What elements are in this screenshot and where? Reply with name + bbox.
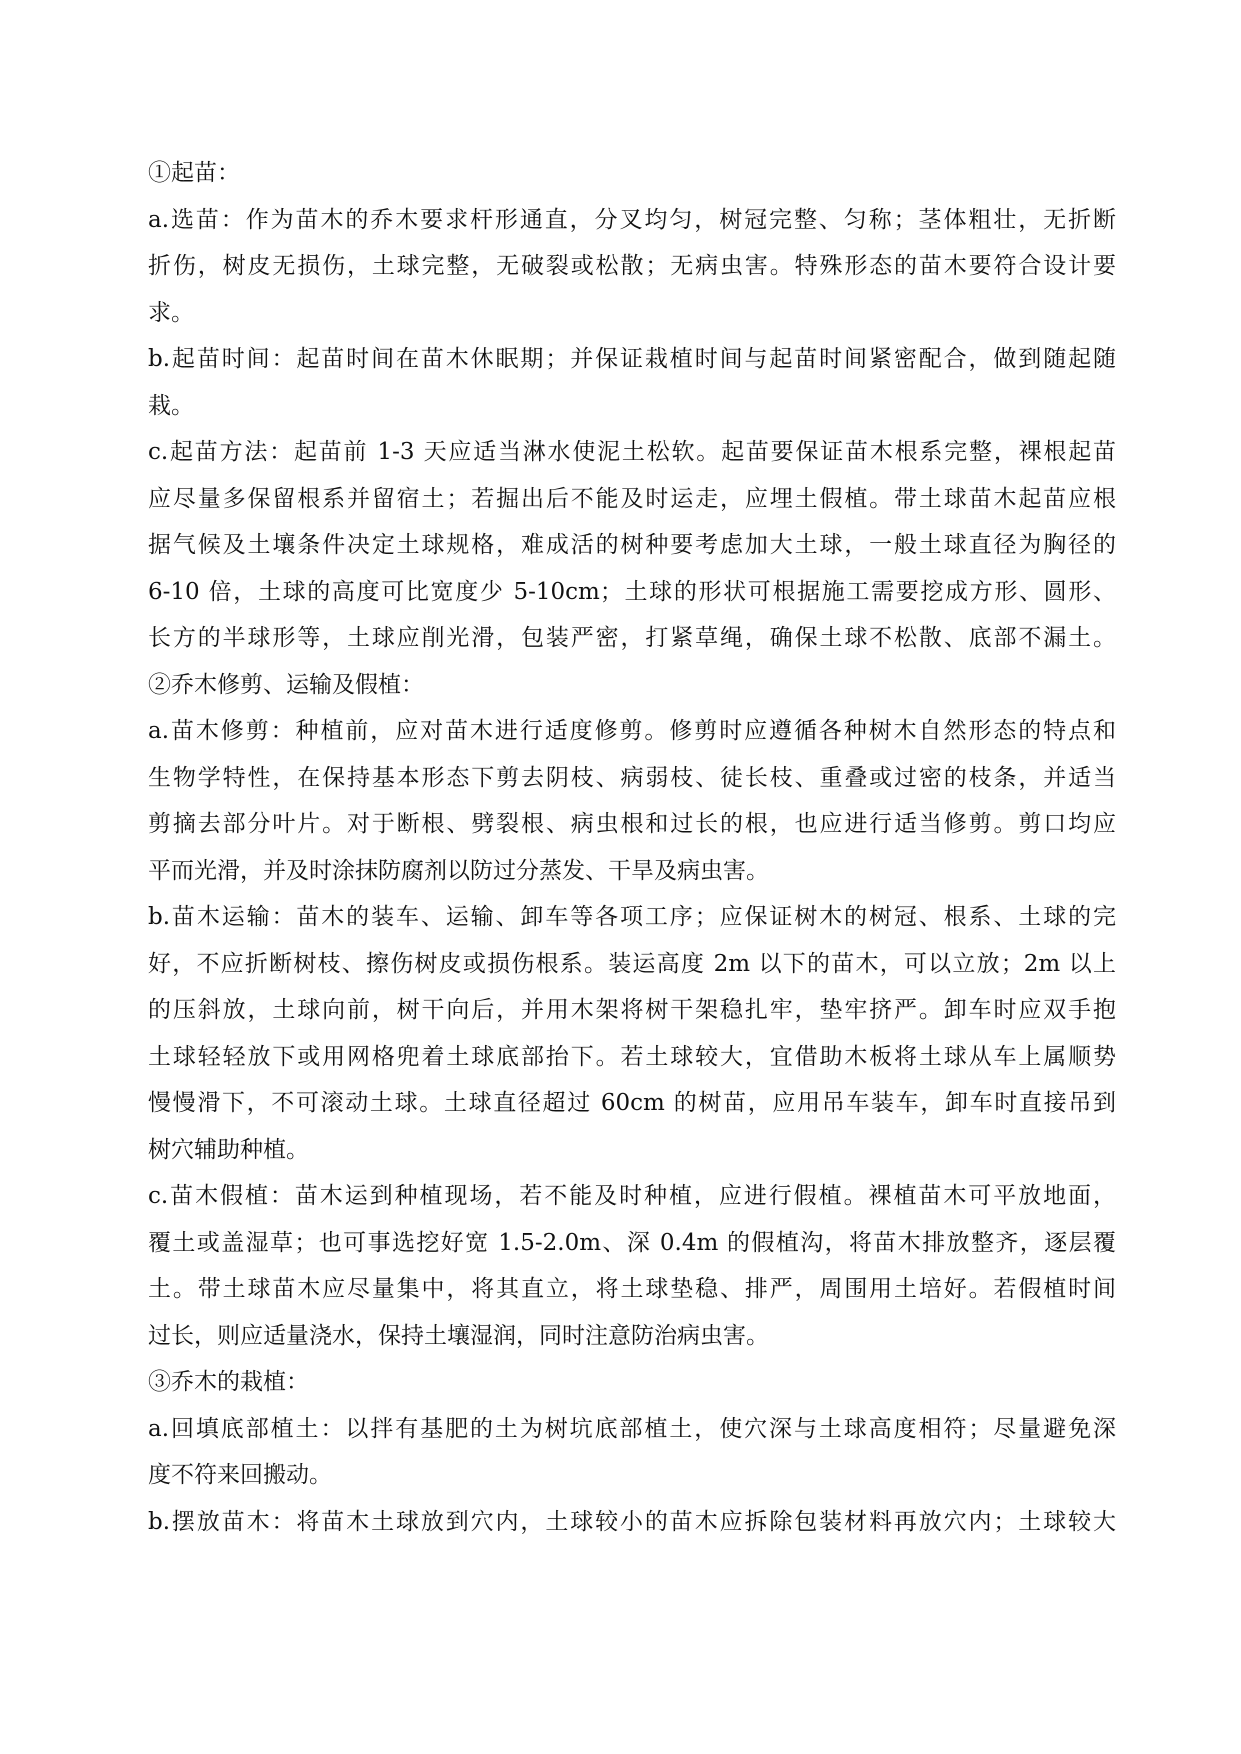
text-line: 剪摘去部分叶片。对于断根、劈裂根、病虫根和过长的根，也应进行适当修剪。剪口均应 [148, 811, 1116, 837]
text-line: 慢慢滑下，不可滚动土球。土球直径超过 60cm 的树苗，应用吊车装车，卸车时直接吊到 [148, 1090, 1116, 1116]
text-line: 平而光滑，并及时涂抹防腐剂以防过分蒸发、干旱及病虫害。 [148, 857, 769, 884]
text-line: c.起苗方法：起苗前 1-3 天应适当淋水使泥土松软。起苗要保证苗木根系完整，裸根起苗 [148, 439, 1116, 465]
text-line: 长方的半球形等，土球应削光滑，包装严密，打紧草绳，确保土球不松散、底部不漏土。 [148, 625, 1116, 651]
text-line: a.选苗：作为苗木的乔木要求杆形通直，分叉均匀，树冠完整、匀称；茎体粗壮，无折断 [148, 206, 1116, 233]
text-line: a.苗木修剪：种植前，应对苗木进行适度修剪。修剪时应遵循各种树木自然形态的特点和 [148, 718, 1116, 744]
text-line: b.苗木运输：苗木的装车、运输、卸车等各项工序；应保证树木的树冠、根系、土球的完 [148, 904, 1116, 930]
text-line: b.摆放苗木：将苗木土球放到穴内，土球较小的苗木应拆除包装材料再放穴内；土球较大 [148, 1508, 1116, 1535]
text-line: 应尽量多保留根系并留宿土；若掘出后不能及时运走，应埋土假植。带土球苗木起苗应根 [148, 485, 1116, 512]
text-line: ②乔木修剪、运输及假植： [148, 671, 424, 698]
text-line: 土。带土球苗木应尽量集中，将其直立，将土球垫稳、排严，周围用土培好。若假植时间 [148, 1276, 1116, 1302]
text-line: 度不符来回搬动。 [148, 1462, 332, 1488]
text-line: 折伤，树皮无损伤，土球完整，无破裂或松散；无病虫害。特殊形态的苗木要符合设计要 [148, 253, 1116, 279]
text-line: 栽。 [148, 392, 194, 419]
text-line: 土球轻轻放下或用网格兜着土球底部抬下。若土球较大，宜借助木板将土球从车上属顺势 [148, 1043, 1116, 1070]
text-line: 求。 [148, 299, 194, 326]
text-line: b.起苗时间：起苗时间在苗木休眠期；并保证栽植时间与起苗时间紧密配合，做到随起随 [148, 346, 1116, 372]
text-line: 过长，则应适量浇水，保持土壤湿润，同时注意防治病虫害。 [148, 1322, 769, 1349]
text-line: 覆土或盖湿草；也可事选挖好宽 1.5-2.0m、深 0.4m 的假植沟，将苗木排放整齐，逐层覆 [148, 1229, 1116, 1256]
text-line: ①起苗： [148, 160, 240, 186]
text-line: 6-10 倍，土球的高度可比宽度少 5-10cm；土球的形状可根据施工需要挖成方形、圆形、 [148, 578, 1116, 605]
text-line: c.苗木假植：苗木运到种植现场，若不能及时种植，应进行假植。裸植苗木可平放地面， [148, 1183, 1116, 1209]
text-line: 据气候及土壤条件决定土球规格，难成活的树种要考虑加大土球，一般土球直径为胸径的 [148, 532, 1116, 558]
text-line: 好，不应折断树枝、擦伤树皮或损伤根系。装运高度 2m 以下的苗木，可以立放；2m 以上 [148, 950, 1116, 977]
text-line: a.回填底部植土：以拌有基肥的土为树坑底部植土，使穴深与土球高度相符；尽量避免深 [148, 1415, 1116, 1442]
text-line: ③乔木的栽植： [148, 1369, 309, 1395]
document-page [148, 150, 1116, 1545]
text-line: 的压斜放，土球向前，树干向后，并用木架将树干架稳扎牢，垫牢挤严。卸车时应双手抱 [148, 997, 1116, 1023]
text-line: 树穴辅助种植。 [148, 1136, 309, 1163]
text-line: 生物学特性，在保持基本形态下剪去阴枝、病弱枝、徒长枝、重叠或过密的枝条，并适当 [148, 764, 1116, 791]
